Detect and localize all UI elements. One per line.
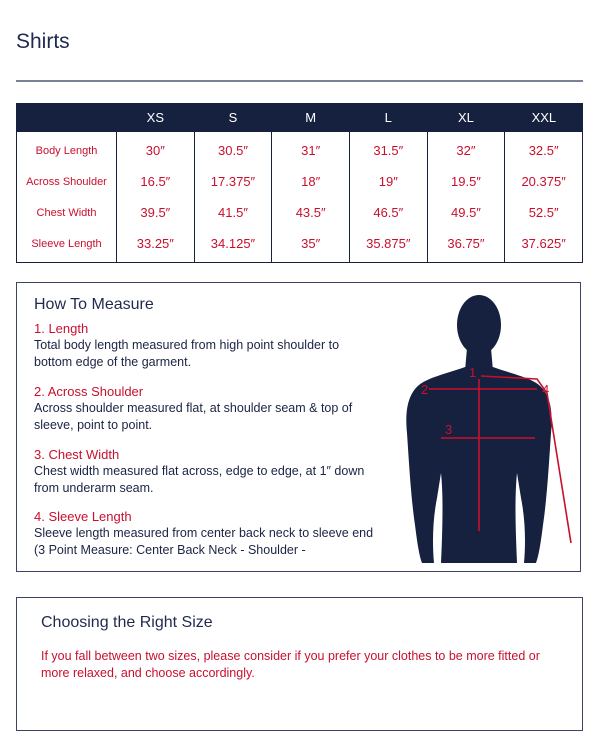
size-header: XS	[117, 103, 195, 132]
size-header: S	[194, 103, 272, 132]
table-cell: 19.5″	[427, 166, 505, 197]
table-row	[17, 228, 583, 263]
row-label: Chest Width	[17, 197, 117, 228]
measure-item-heading: 1. Length	[34, 321, 89, 336]
header-empty	[17, 103, 117, 132]
row-label: Sleeve Length	[17, 228, 117, 263]
how-to-measure-title: How To Measure	[34, 296, 154, 313]
table-cell: 36.75″	[427, 228, 505, 263]
size-header: XXL	[505, 103, 583, 132]
measure-item-across-shoulder	[34, 384, 379, 434]
measure-item-sleeve-length	[34, 509, 379, 559]
table-cell: 37.625″	[505, 228, 583, 263]
table-cell: 30.5″	[194, 132, 272, 166]
size-chart-table	[16, 103, 583, 263]
table-cell: 43.5″	[272, 197, 350, 228]
measure-item-text: Total body length measured from high point shoulder to bottom edge of the garment.	[34, 338, 340, 369]
table-cell: 18″	[272, 166, 350, 197]
measure-item-heading: 3. Chest Width	[34, 447, 120, 462]
measure-item-heading: 2. Across Shoulder	[34, 384, 144, 399]
row-label: Across Shoulder	[17, 166, 117, 197]
choosing-size-title: Choosing the Right Size	[41, 614, 213, 631]
how-to-measure-panel	[16, 282, 581, 572]
figure-label-1: 1	[469, 365, 477, 380]
table-cell: 33.25″	[117, 228, 195, 263]
size-header: L	[349, 103, 427, 132]
table-cell: 30″	[117, 132, 195, 166]
table-cell: 39.5″	[117, 197, 195, 228]
title-divider	[16, 80, 583, 82]
measure-item-chest-width	[34, 447, 379, 497]
body-measurement-figure	[389, 293, 579, 572]
table-cell: 19″	[349, 166, 427, 197]
table-cell: 16.5″	[117, 166, 195, 197]
table-cell: 35″	[272, 228, 350, 263]
table-cell: 20.375″	[505, 166, 583, 197]
choosing-size-text: If you fall between two sizes, please consider if you prefer your clothes to be more fitted or more relaxed, and choose accordingly.	[41, 649, 540, 680]
table-cell: 34.125″	[194, 228, 272, 263]
figure-label-2: 2	[421, 382, 429, 397]
table-cell: 49.5″	[427, 197, 505, 228]
table-cell: 46.5″	[349, 197, 427, 228]
table-row	[17, 166, 583, 197]
size-header: M	[272, 103, 350, 132]
table-cell: 17.375″	[194, 166, 272, 197]
table-row	[17, 132, 583, 166]
measure-item-text: Chest width measured flat across, edge to edge, at 1″ down from underarm seam.	[34, 464, 365, 495]
choosing-size-panel	[16, 597, 583, 731]
measure-item-length	[34, 321, 379, 371]
table-cell: 32.5″	[505, 132, 583, 166]
table-cell: 31.5″	[349, 132, 427, 166]
table-cell: 41.5″	[194, 197, 272, 228]
figure-label-4: 4	[542, 382, 550, 397]
page-title: Shirts	[16, 30, 70, 53]
table-cell: 35.875″	[349, 228, 427, 263]
table-row	[17, 197, 583, 228]
measure-item-text: Sleeve length measured from center back neck to sleeve end (3 Point Measure: Center Back Neck - Shoulder -	[34, 526, 374, 557]
table-cell: 31″	[272, 132, 350, 166]
figure-label-3: 3	[445, 422, 453, 437]
size-header: XL	[427, 103, 505, 132]
table-cell: 32″	[427, 132, 505, 166]
table-cell: 52.5″	[505, 197, 583, 228]
size-header-row	[17, 103, 583, 132]
measure-item-heading: 4. Sleeve Length	[34, 509, 132, 524]
row-label: Body Length	[17, 132, 117, 166]
measure-item-text: Across shoulder measured flat, at shoulder seam & top of sleeve, point to point.	[34, 401, 353, 432]
